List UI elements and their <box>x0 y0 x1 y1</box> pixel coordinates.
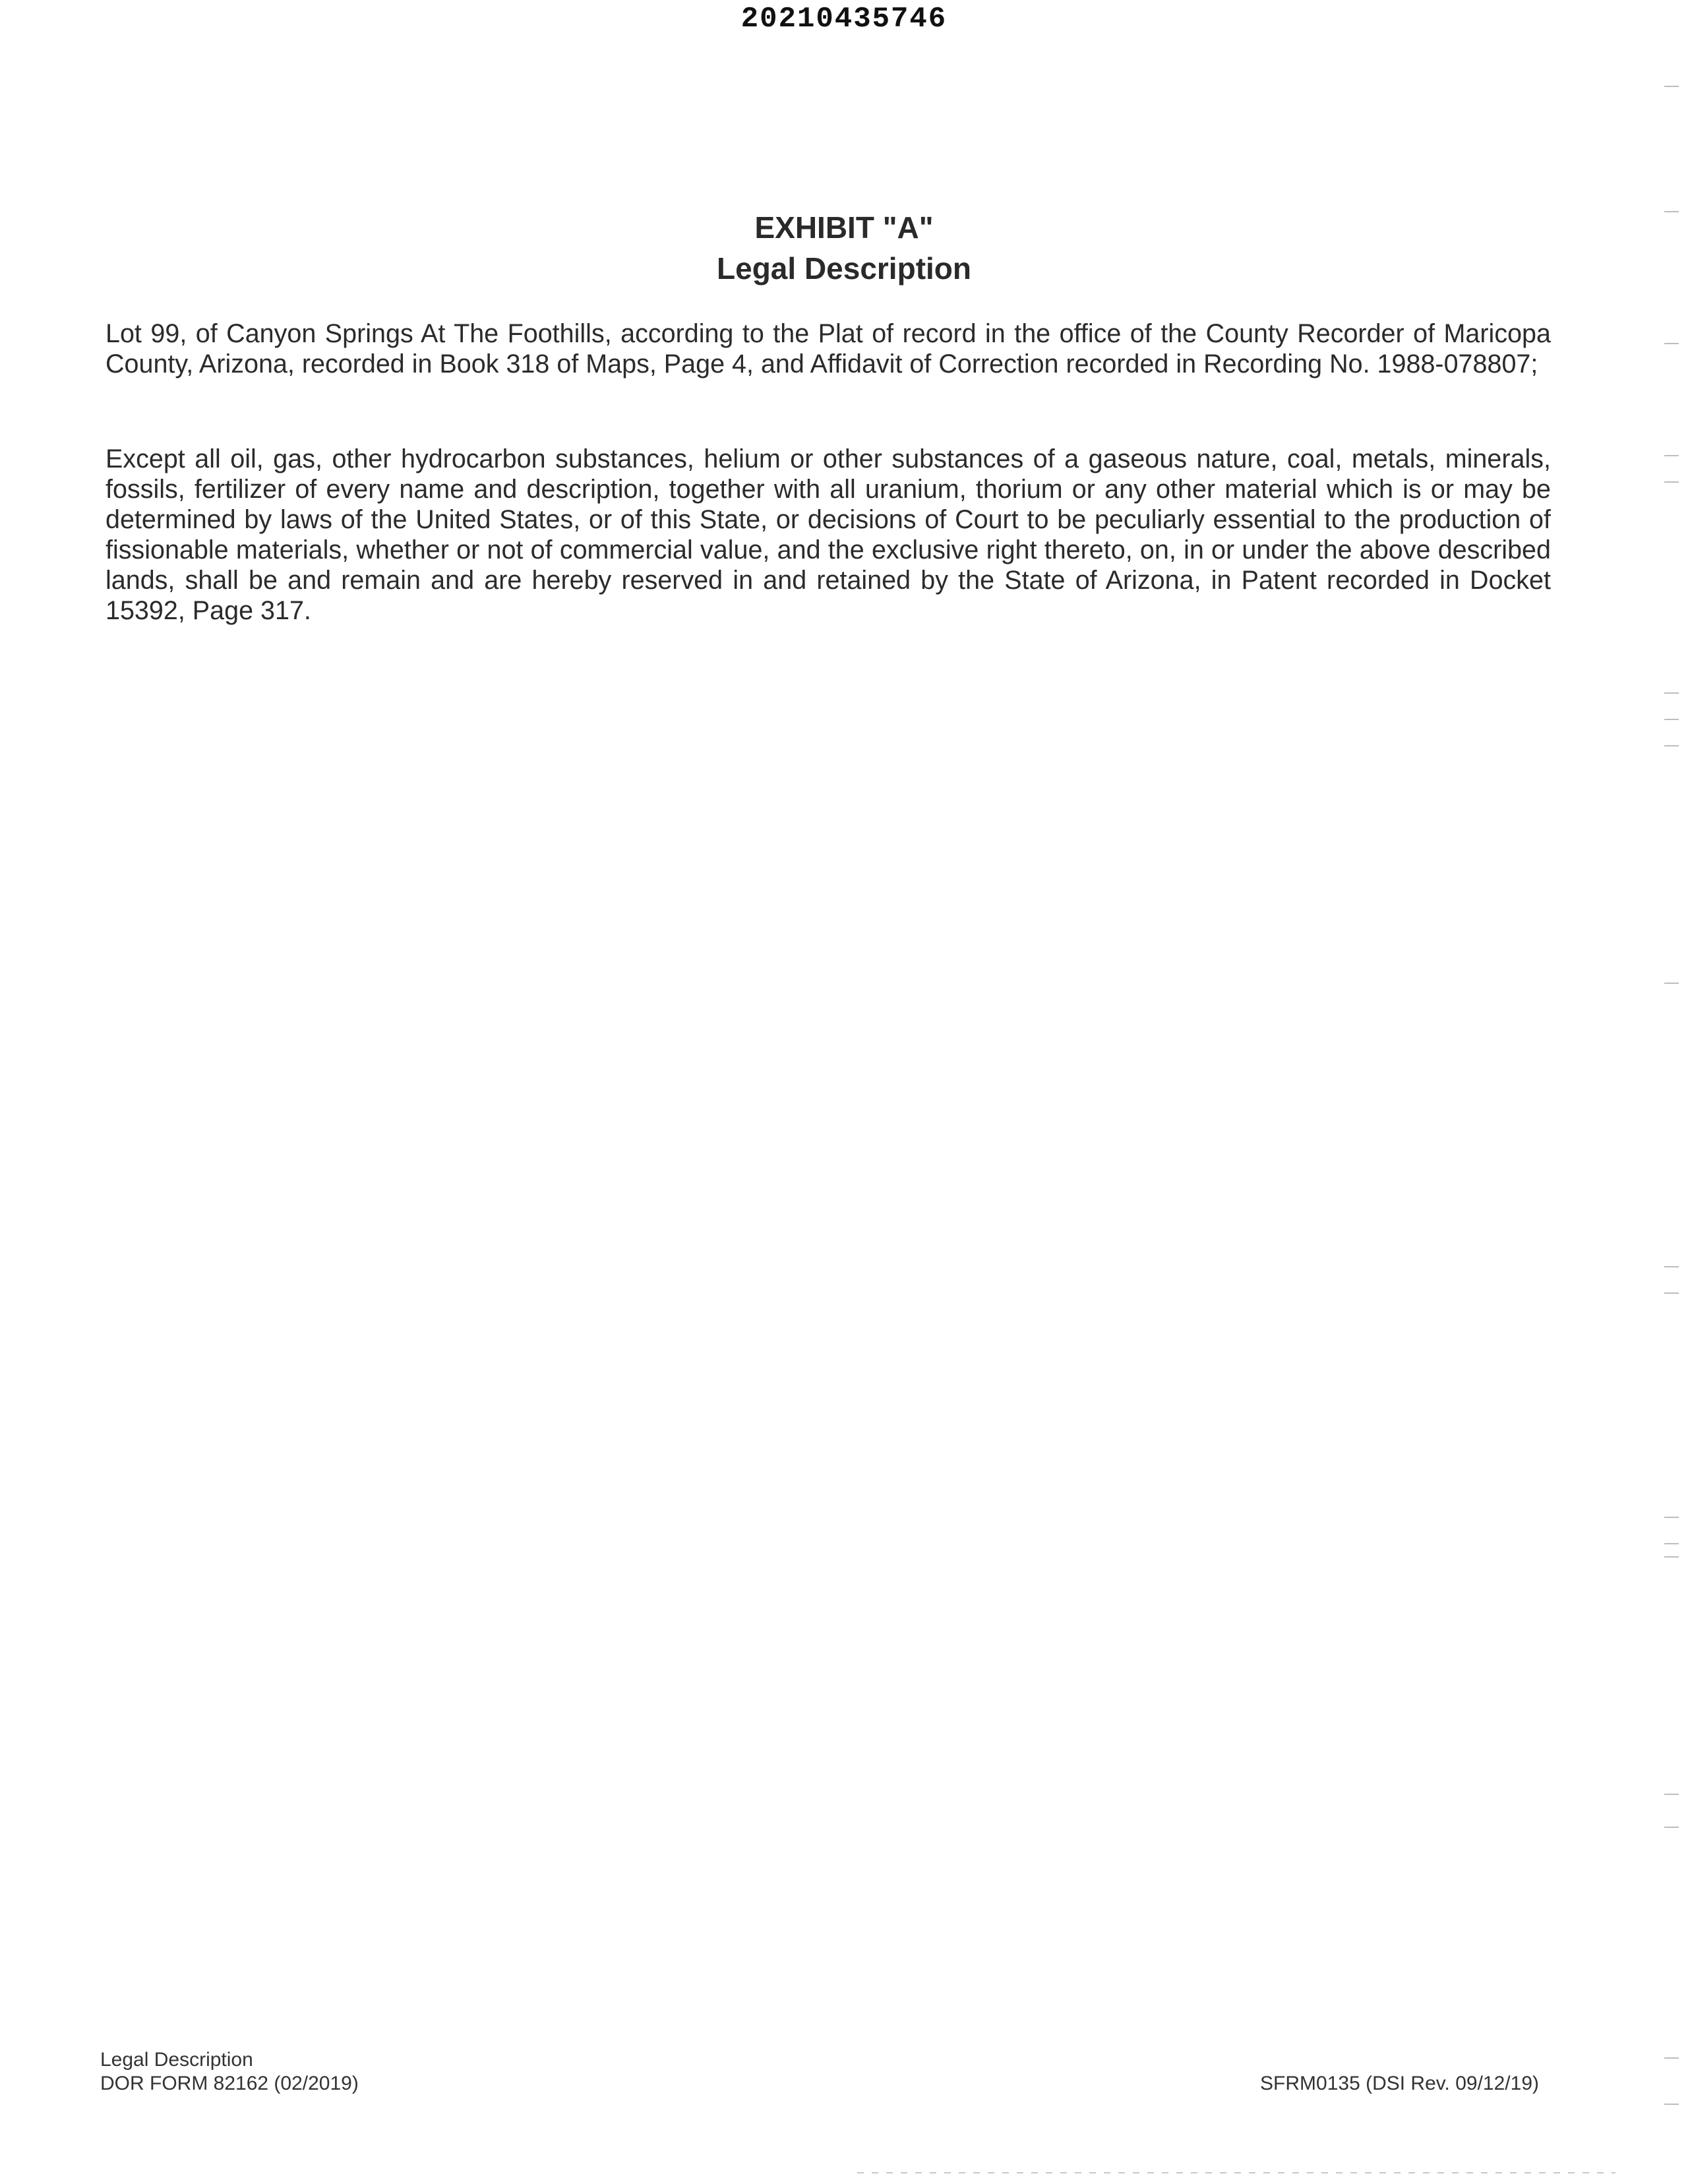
scan-mark <box>1664 2057 1679 2059</box>
scan-mark <box>1664 455 1679 456</box>
scan-mark <box>1664 1543 1679 1544</box>
exhibit-header <box>0 207 1688 289</box>
scan-edge-artifacts <box>1662 0 1688 2184</box>
scan-mark <box>1664 2104 1679 2105</box>
scan-mark <box>1664 211 1679 212</box>
mineral-reservation-paragraph: Except all oil, gas, other hydrocarbon substances, helium or other substances of a gaseous nature, coal, metals, minerals, fossils, fertilizer of every name and description, together with all uranium, thorium or any other material which is or may be determined by laws of the United States, or of this State, or decisions of Court to be peculiarly essential to the production of fissionable materials, whether or not of commercial value, and the exclusive right thereto, on, in or under the above described lands, shall be and remain and are hereby reserved in and retained by the State of Arizona, in Patent recorded in Docket 15392, Page 317. <box>106 444 1551 625</box>
scan-mark <box>1664 745 1679 746</box>
exhibit-title: EXHIBIT "A" <box>754 210 934 245</box>
scan-mark <box>1664 481 1679 483</box>
scan-mark <box>1664 1556 1679 1558</box>
scan-mark <box>1664 1794 1679 1795</box>
recording-number: 20210435746 <box>740 3 948 36</box>
scan-bottom-artifact <box>857 2172 1615 2173</box>
scan-mark <box>1664 86 1679 87</box>
scan-mark <box>1664 1292 1679 1294</box>
legal-description-paragraph: Lot 99, of Canyon Springs At The Foothills, according to the Plat of record in the office of the County Recorder of Maricopa County, Arizona, recorded in Book 318 of Maps, Page 4, and Affidavit of Correction recorded in Recording No. 1988-078807; <box>106 319 1551 379</box>
scan-mark <box>1664 719 1679 720</box>
scan-mark <box>1664 983 1679 984</box>
footer-revision-code: SFRM0135 (DSI Rev. 09/12/19) <box>1260 2073 1539 2094</box>
scan-mark <box>1664 1517 1679 1518</box>
footer-form-info <box>100 2048 359 2096</box>
scan-mark <box>1664 1266 1679 1267</box>
footer-document-type: Legal Description <box>100 2049 253 2071</box>
footer-form-number: DOR FORM 82162 (02/2019) <box>100 2073 359 2094</box>
scan-mark <box>1664 1827 1679 1828</box>
exhibit-subtitle: Legal Description <box>717 251 971 286</box>
scan-mark <box>1664 692 1679 694</box>
scan-mark <box>1664 343 1679 344</box>
